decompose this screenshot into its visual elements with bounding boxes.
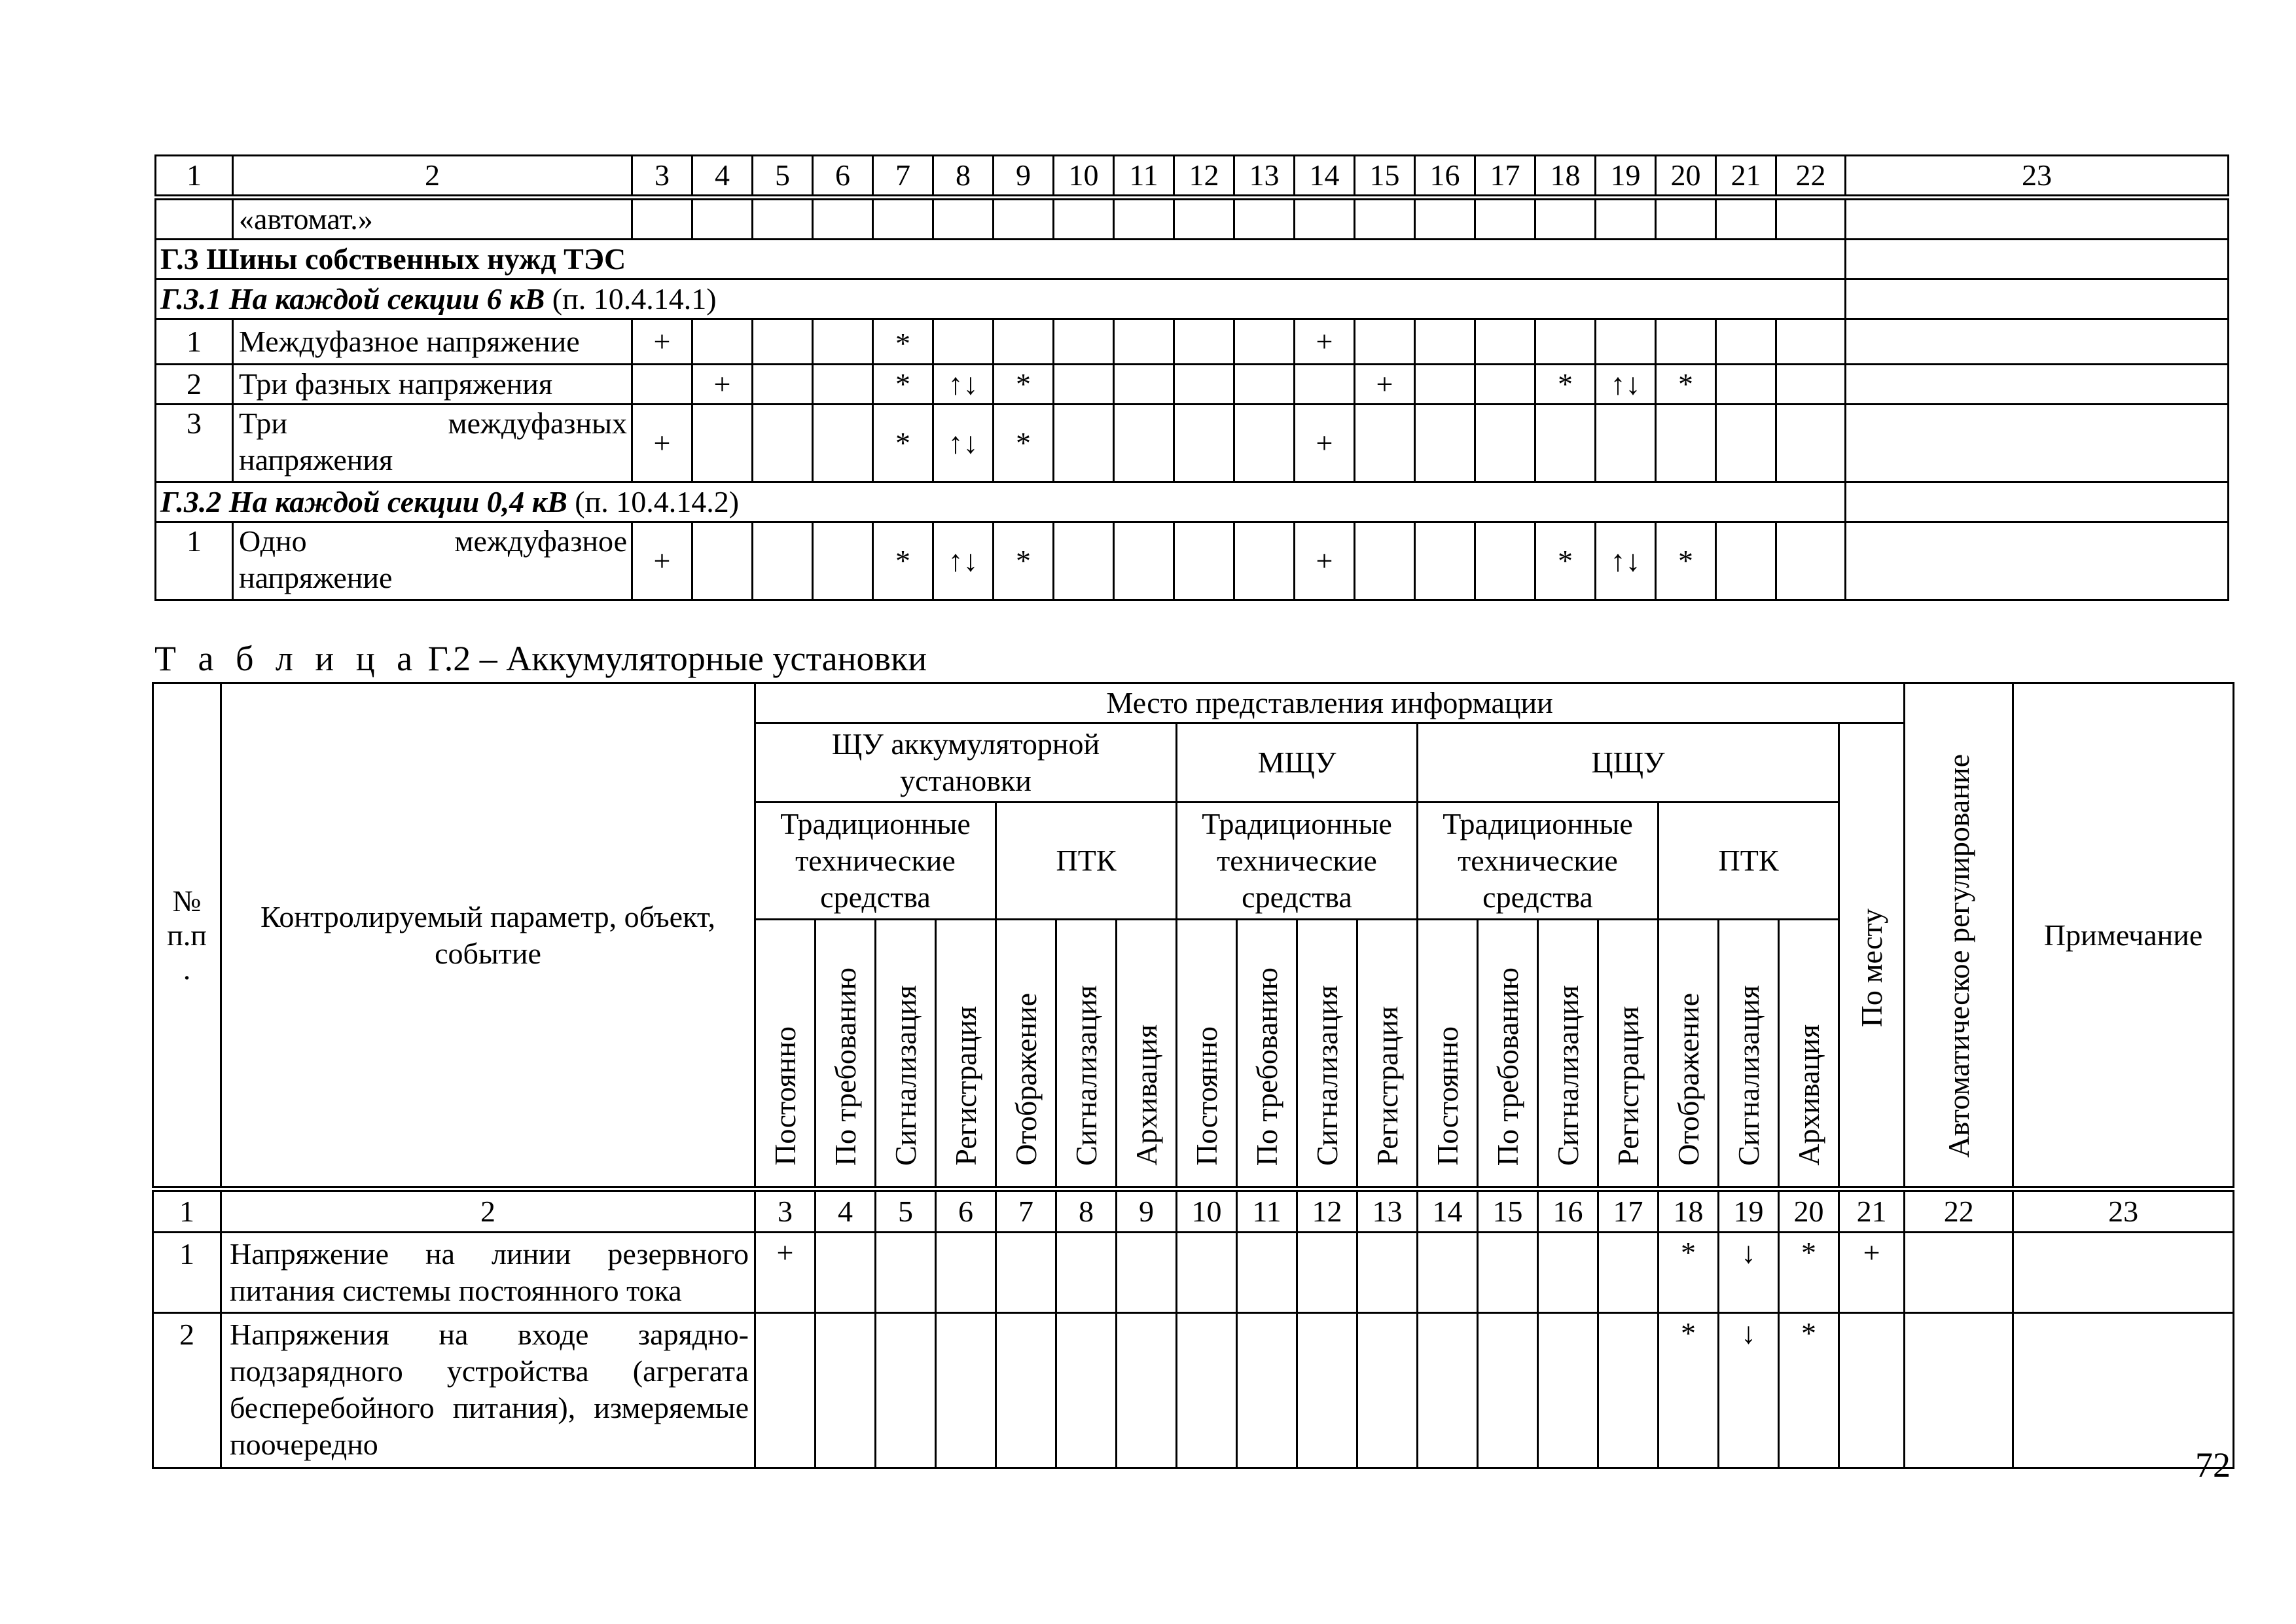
mark-cell: +	[1295, 405, 1355, 482]
mark-cell: +	[755, 1233, 816, 1313]
traditional-header	[1418, 803, 1659, 920]
sub-header-text: Отображение	[1009, 993, 1043, 1166]
mark-cell: +	[1295, 522, 1355, 600]
mark-cell: +	[1839, 1233, 1905, 1313]
table-continuation	[154, 154, 2229, 601]
num-header-text: № п.п .	[167, 884, 207, 986]
sub-header-text: Сигнализация	[1069, 984, 1103, 1166]
table-row	[153, 1233, 2234, 1313]
table-row	[156, 198, 2229, 240]
traditional-text: Традиционные технические средства	[780, 807, 971, 914]
shchu-text: ЩУ аккумуляторной установки	[831, 727, 1100, 797]
sub-header-text: Регистрация	[1370, 1006, 1404, 1166]
param-header: Контролируемый параметр, объект, событие	[221, 683, 755, 1189]
row-parameter: Междуфазное напряжение	[233, 319, 632, 365]
caption-title: – Аккумуляторные установки	[479, 639, 927, 678]
sub-header	[1177, 920, 1237, 1189]
mark-cell: *	[994, 405, 1054, 482]
col-number: 16	[1538, 1189, 1598, 1233]
sub-header	[1719, 920, 1779, 1189]
table-caption	[154, 639, 927, 678]
subsection-title	[156, 280, 1846, 319]
col-number: 19	[1719, 1189, 1779, 1233]
col-number: 6	[813, 156, 873, 198]
sub-header-text: По требованию	[828, 967, 862, 1166]
mark-cell: ↑↓	[933, 365, 994, 405]
section-title: Г.3 Шины собственных нужд ТЭС	[156, 240, 1846, 280]
section-row	[156, 240, 2229, 280]
sub-header	[1538, 920, 1598, 1189]
auto-reg-text: Автоматическое регулирование	[1941, 754, 1975, 1158]
mark-cell: +	[692, 365, 753, 405]
sub-header	[1297, 920, 1357, 1189]
col-number: 6	[936, 1189, 996, 1233]
sub-header	[1418, 920, 1478, 1189]
col-number: 19	[1596, 156, 1656, 198]
note-header: Примечание	[2013, 683, 2234, 1189]
col-number: 3	[755, 1189, 816, 1233]
mark-cell: *	[1656, 522, 1716, 600]
sub-header	[1779, 920, 1839, 1189]
row-number: 3	[156, 405, 233, 482]
sub-header-text: По требованию	[1249, 967, 1283, 1166]
row-parameter: Напряжение на линии резервного питания системы постоянного тока	[221, 1233, 755, 1313]
mark-cell: *	[1779, 1313, 1839, 1468]
mark-cell: ↑↓	[1596, 365, 1656, 405]
mshchu-header: МЩУ	[1177, 723, 1418, 803]
col-number: 15	[1478, 1189, 1538, 1233]
subsection-ref: (п. 10.4.14.1)	[552, 282, 717, 316]
row-parameter: Напряжения на входе зарядно-подзарядного устройства (агрегата бесперебойного питания), измеряемые поочередно	[221, 1313, 755, 1468]
ptk-header: ПТК	[1659, 803, 1839, 920]
col-number: 13	[1357, 1189, 1418, 1233]
on-site-header	[1839, 723, 1905, 1189]
header-row	[153, 683, 2234, 723]
num-header	[153, 683, 221, 1189]
mark-cell: +	[632, 522, 692, 600]
continued-text: «автомат.»	[233, 198, 632, 240]
mark-cell: ↓	[1719, 1313, 1779, 1468]
sub-header	[1237, 920, 1297, 1189]
col-number: 7	[873, 156, 933, 198]
sub-header-text: Архивация	[1791, 1024, 1825, 1166]
traditional-text: Традиционные технические средства	[1202, 807, 1392, 914]
subsection-row	[156, 280, 2229, 319]
mark-cell: ↑↓	[1596, 522, 1656, 600]
sub-header-text: Сигнализация	[1731, 984, 1765, 1166]
col-number: 21	[1716, 156, 1776, 198]
mark-cell: *	[873, 319, 933, 365]
caption-number: Г.2	[427, 639, 471, 678]
col-number: 14	[1418, 1189, 1478, 1233]
shchu-header	[755, 723, 1177, 803]
subsection-ref: (п. 10.4.14.2)	[575, 485, 740, 518]
row-number: 1	[156, 319, 233, 365]
row-number: 2	[156, 365, 233, 405]
mark-cell: *	[1535, 522, 1596, 600]
sub-header	[1659, 920, 1719, 1189]
col-number: 10	[1054, 156, 1114, 198]
col-number: 14	[1295, 156, 1355, 198]
col-number: 16	[1415, 156, 1475, 198]
sub-header	[1357, 920, 1418, 1189]
col-number: 4	[816, 1189, 876, 1233]
col-number: 20	[1656, 156, 1716, 198]
col-number: 7	[996, 1189, 1056, 1233]
subsection-heading: Г.3.2 На каждой секции 0,4 кВ	[160, 485, 567, 518]
sub-header	[996, 920, 1056, 1189]
table-row	[156, 319, 2229, 365]
subsection-row	[156, 482, 2229, 522]
row-parameter-line2: напряжение	[239, 561, 393, 594]
col-number: 15	[1355, 156, 1415, 198]
traditional-header	[755, 803, 996, 920]
mark-cell: *	[1659, 1313, 1719, 1468]
col-number: 18	[1535, 156, 1596, 198]
sub-header-text: Постоянно	[1189, 1026, 1223, 1166]
mark-cell: +	[1355, 365, 1415, 405]
mark-cell: ↑↓	[933, 405, 994, 482]
col-number: 10	[1177, 1189, 1237, 1233]
col-number: 9	[994, 156, 1054, 198]
ptk-header: ПТК	[996, 803, 1177, 920]
col-number: 21	[1839, 1189, 1905, 1233]
col-number: 8	[1056, 1189, 1117, 1233]
col-number: 2	[221, 1189, 755, 1233]
row-number: 1	[153, 1233, 221, 1313]
sub-header-text: Постоянно	[1430, 1026, 1464, 1166]
col-number: 18	[1659, 1189, 1719, 1233]
col-number: 5	[876, 1189, 936, 1233]
col-number: 23	[1846, 156, 2229, 198]
col-number: 23	[2013, 1189, 2234, 1233]
col-number: 13	[1234, 156, 1295, 198]
mark-cell: +	[1295, 319, 1355, 365]
sub-header-text: Отображение	[1671, 993, 1705, 1166]
table-row	[153, 1313, 2234, 1468]
mark-cell: *	[873, 522, 933, 600]
col-number: 5	[753, 156, 813, 198]
col-number: 8	[933, 156, 994, 198]
mark-cell: ↓	[1719, 1233, 1779, 1313]
sub-header	[755, 920, 816, 1189]
col-number: 11	[1237, 1189, 1297, 1233]
sub-header	[876, 920, 936, 1189]
mark-cell: *	[1535, 365, 1596, 405]
col-number: 20	[1779, 1189, 1839, 1233]
sub-header-text: Постоянно	[768, 1026, 802, 1166]
sub-header-text: Архивация	[1129, 1024, 1163, 1166]
row-parameter	[233, 522, 632, 600]
row-parameter	[233, 405, 632, 482]
auto-reg-header	[1905, 683, 2013, 1189]
column-number-row	[153, 1189, 2234, 1233]
subsection-heading: Г.3.1 На каждой секции 6 кВ	[160, 282, 545, 316]
col-number: 22	[1905, 1189, 2013, 1233]
row-number: 1	[156, 522, 233, 600]
sub-header-text: Сигнализация	[1551, 984, 1585, 1166]
traditional-text: Традиционные технические средства	[1443, 807, 1633, 914]
sub-header	[1056, 920, 1117, 1189]
tsshchu-header: ЦЩУ	[1418, 723, 1839, 803]
col-number: 17	[1475, 156, 1535, 198]
col-number: 9	[1117, 1189, 1177, 1233]
col-number: 22	[1776, 156, 1846, 198]
row-parameter-line2: напряжения	[239, 443, 393, 477]
table-row	[156, 405, 2229, 482]
col-number: 4	[692, 156, 753, 198]
sub-header	[816, 920, 876, 1189]
mark-cell: *	[994, 365, 1054, 405]
col-number: 11	[1114, 156, 1174, 198]
mark-cell: *	[1659, 1233, 1719, 1313]
col-number: 3	[632, 156, 692, 198]
col-number: 12	[1174, 156, 1234, 198]
mark-cell: *	[994, 522, 1054, 600]
mark-cell: *	[1656, 365, 1716, 405]
on-site-text: По месту	[1854, 908, 1888, 1027]
row-parameter-line1: Три междуфазных	[239, 406, 627, 440]
subsection-title	[156, 482, 1846, 522]
sub-header	[936, 920, 996, 1189]
row-parameter: Три фазных напряжения	[233, 365, 632, 405]
col-number: 1	[153, 1189, 221, 1233]
col-number: 1	[156, 156, 233, 198]
col-number: 2	[233, 156, 632, 198]
traditional-header	[1177, 803, 1418, 920]
mark-cell: +	[632, 319, 692, 365]
page-number: 72	[2195, 1445, 2231, 1485]
mark-cell: ↑↓	[933, 522, 994, 600]
sub-header	[1478, 920, 1538, 1189]
sub-header-text: Сигнализация	[888, 984, 922, 1166]
caption-label: Т а б л и ц а	[154, 639, 420, 678]
col-number: 12	[1297, 1189, 1357, 1233]
place-group-header: Место представления информации	[755, 683, 1905, 723]
row-number: 2	[153, 1313, 221, 1468]
mark-cell: *	[873, 365, 933, 405]
table-row	[156, 365, 2229, 405]
sub-header	[1117, 920, 1177, 1189]
column-number-row	[156, 156, 2229, 198]
sub-header-text: Регистрация	[1611, 1006, 1645, 1166]
row-parameter-line1: Одно междуфазное	[239, 524, 627, 558]
mark-cell: +	[632, 405, 692, 482]
sub-header-text: Регистрация	[948, 1006, 982, 1166]
sub-header	[1598, 920, 1659, 1189]
mark-cell: *	[873, 405, 933, 482]
sub-header-text: Сигнализация	[1310, 984, 1344, 1166]
battery-installations-table	[152, 682, 2234, 1469]
col-number: 17	[1598, 1189, 1659, 1233]
table-row	[156, 522, 2229, 600]
mark-cell: *	[1779, 1233, 1839, 1313]
sub-header-text: По требованию	[1490, 967, 1524, 1166]
